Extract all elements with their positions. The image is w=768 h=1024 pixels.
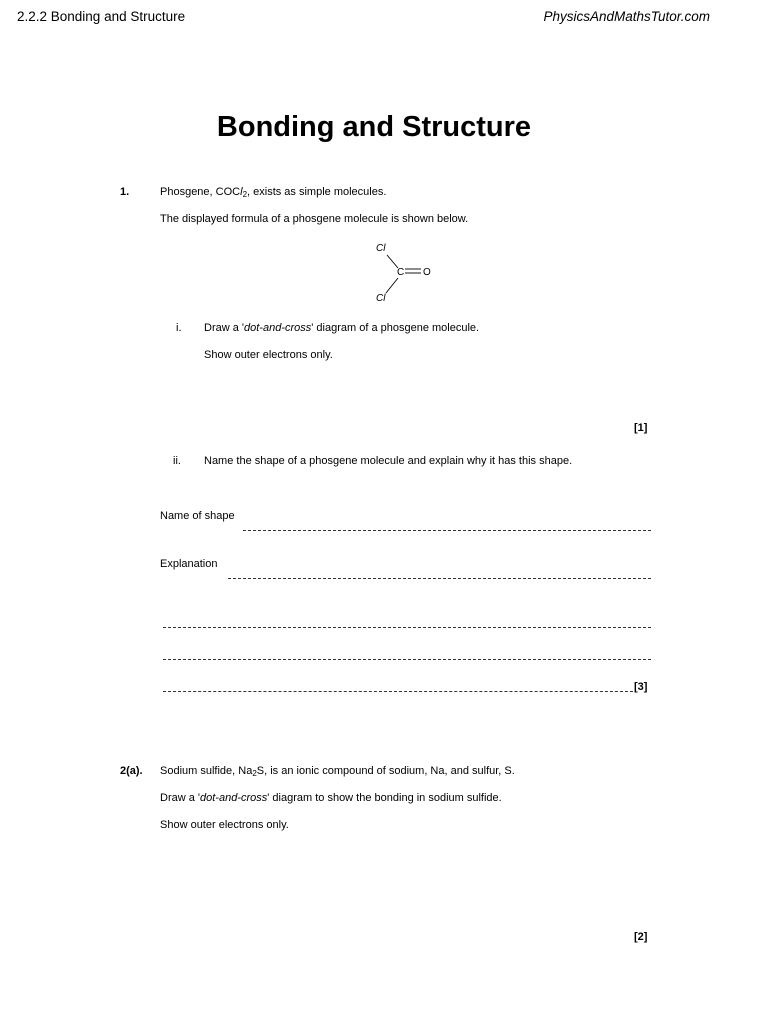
question-2a-text-italic: dot-and-cross [200, 792, 268, 804]
question-1-number: 1. [120, 186, 130, 198]
question-1-part-i-text [204, 322, 479, 334]
question-1-intro [160, 186, 386, 199]
question-2a-intro-part-b: S, is an ionic compound of sodium, Na, and sulfur, S. [256, 765, 515, 777]
question-2a-number: 2(a). [120, 765, 143, 777]
explanation-answer-line-1[interactable] [228, 578, 651, 579]
question-2a-intro-part-a: Sodium sulfide, Na [160, 765, 253, 777]
question-2a-marks: [2] [634, 931, 648, 943]
name-of-shape-label: Name of shape [160, 510, 235, 522]
structure-top-atom: Cl [376, 243, 386, 254]
header-section-title: 2.2.2 Bonding and Structure [17, 9, 186, 24]
question-1-part-ii-text: Name the shape of a phosgene molecule and explain why it has this shape. [204, 455, 573, 467]
explanation-answer-line-4[interactable] [163, 691, 633, 692]
question-1-formula-intro: The displayed formula of a phosgene molecule is shown below. [160, 213, 469, 225]
question-2a-note: Show outer electrons only. [160, 819, 289, 831]
page-title: Bonding and Structure [216, 111, 532, 143]
explanation-answer-line-3[interactable] [163, 659, 651, 660]
question-2a-intro-subscript: 2 [252, 769, 257, 778]
part-i-text-italic: dot-and-cross [244, 322, 312, 334]
structure-bottom-atom: Cl [376, 293, 386, 304]
part-i-text-b: ' diagram of a phosgene molecule. [311, 322, 480, 334]
question-1-intro-subscript: 2 [242, 190, 248, 199]
phosgene-structure-diagram [366, 238, 446, 308]
question-1-part-i-label: i. [176, 322, 182, 334]
question-2a-text-a: Draw a ' [160, 792, 200, 804]
question-2a-intro [160, 765, 515, 778]
question-1-part-i-marks: [1] [634, 422, 648, 434]
header-site-name: PhysicsAndMathsTutor.com [543, 9, 710, 24]
name-of-shape-answer-line[interactable] [243, 530, 651, 531]
question-2a-text [160, 792, 502, 804]
question-1-part-ii-label: ii. [173, 455, 181, 467]
explanation-label: Explanation [160, 558, 218, 570]
structure-centre-atom: C [397, 267, 405, 278]
question-1-intro-part-a: Phosgene, COC [160, 186, 241, 198]
structure-right-atom: O [423, 267, 431, 278]
question-1-intro-italic: l [240, 186, 243, 198]
question-2a-text-b: ' diagram to show the bonding in sodium sulfide. [267, 792, 502, 804]
explanation-answer-line-2[interactable] [163, 627, 651, 628]
part-i-text-a: Draw a ' [204, 322, 244, 334]
question-1-intro-part-b: , exists as simple molecules. [247, 186, 387, 198]
question-1-part-ii-marks: [3] [634, 681, 648, 693]
question-1-part-i-note: Show outer electrons only. [204, 349, 333, 361]
structure-bottom-bond [386, 278, 398, 293]
